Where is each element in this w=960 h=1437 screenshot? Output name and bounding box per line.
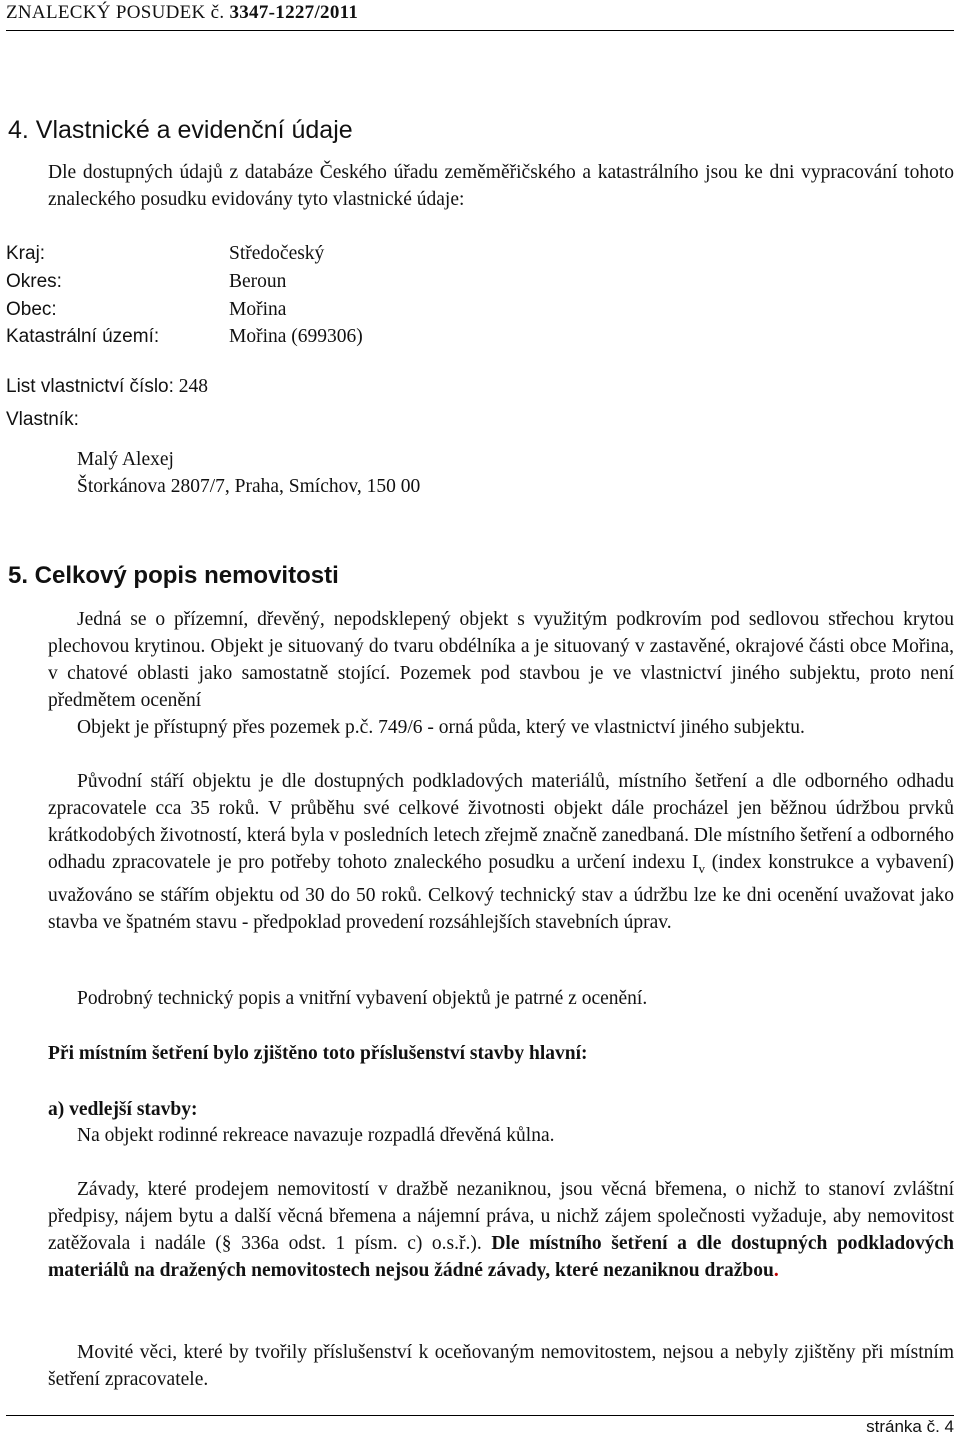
field-value: Mořina xyxy=(229,299,287,320)
movables-paragraph: Movité věci, které by tvořily příslušenství k oceňovaným nemovitostem, nejsou a nebyly zjištěny při místním šetření zpracovatele. xyxy=(48,1342,954,1390)
section4-intro: Dle dostupných údajů z databáze Českého úřadu zeměměřičského a katastrálního jsou ke dni vypracování tohoto znaleckého posudku evidovány tyto vlastnické údaje: xyxy=(48,162,954,210)
field-label: Katastrální území: xyxy=(6,326,160,347)
field-value: Středočeský xyxy=(229,243,325,264)
lv-label: List vlastnictví číslo: xyxy=(6,376,174,397)
lv-line xyxy=(6,373,606,400)
p3-a: Původní stáří objektu je dle dostupných podkladových materiálů, místního šetření a dle odborného odhadu zpracovatele cca 35 roků. xyxy=(48,771,954,819)
page-footer xyxy=(6,1415,954,1436)
field-value: Beroun xyxy=(229,271,287,292)
p1-a: Jedná se o přízemní, dřevěný, nepodsklepený objekt s využitým podkrovím pod sedlovou střechou krytou plechovou krytinou. xyxy=(48,609,954,657)
field-label: Okres: xyxy=(6,271,62,292)
p3-b: V průběhu své celkové životnosti objekt dále procházel jen běžnou údržbou prvků krátkodobých životností, která byla v posledních letech zřejmě značně zanedbaná. xyxy=(48,798,954,846)
side-buildings-text: Na objekt rodinné rekreace navazuje rozpadlá dřevěná kůlna. xyxy=(77,1125,555,1146)
section5-paragraph-1 xyxy=(48,606,954,714)
page-number: stránka č. 4 xyxy=(866,1417,954,1436)
section5-paragraph-2: Objekt je přístupný přes pozemek p.č. 749/6 - orná půda, který ve vlastnictví jiného subjektu. xyxy=(77,717,805,738)
field-label: Kraj: xyxy=(6,243,46,264)
p3-sub: v xyxy=(698,860,705,876)
defects-dot: . xyxy=(773,1260,779,1281)
section4-heading: 4. Vlastnické a evidenční údaje xyxy=(8,116,353,144)
owner-name: Malý Alexej xyxy=(77,449,174,470)
defects-paragraph xyxy=(48,1176,954,1284)
side-buildings-label: a) vedlejší stavby: xyxy=(48,1099,198,1120)
header-title: ZNALECKÝ POSUDEK č. xyxy=(6,2,225,23)
section5-paragraph-3 xyxy=(48,768,954,936)
defects-text: Závady, které prodejem nemovitostí v dražbě nezaniknou, jsou věcná břemena, o nichž to stanoví zvláštní předpisy, nájem bytu a další věcná břemena a nájemní práva, u nichž zájem společnosti vyžaduje, aby nemovitost zatěžovala i nadále (§ 336a odst. 1 písm. c) o.s.ř.). xyxy=(48,1179,954,1254)
page-header xyxy=(6,2,954,31)
p1-b: Objekt je situovaný do tvaru obdélníka a je situovaný v zastavěné, okrajové části obce Mořina, v chatové oblasti jako samostatně stojící. xyxy=(48,636,955,684)
header-number: 3347-1227/2011 xyxy=(229,2,359,23)
section5-paragraph-4: Podrobný technický popis a vnitřní vybavení objektů je patrné z ocenění. xyxy=(77,988,648,1009)
field-label: Obec: xyxy=(6,299,57,320)
p1-c: Pozemek pod stavbou je ve vlastnictví jiného subjektu, proto není předmětem ocenění xyxy=(48,663,954,711)
p3-e: Celkový technický stav a údržbu lze ke dni ocenění uvažovat jako stavba ve špatném stavu - předpoklad provedení rozsáhlejších stavebních úprav. xyxy=(48,884,955,933)
owner-label: Vlastník: xyxy=(6,409,79,430)
p3-c: Dle místního šetření a odborného odhadu zpracovatele je pro potřeby tohoto znaleckého posudku a určení indexu I xyxy=(48,825,955,873)
section5-heading: 5. Celkový popis nemovitosti xyxy=(8,562,339,589)
owner-address: Štorkánova 2807/7, Praha, Smíchov, 150 00 xyxy=(77,476,421,497)
accessory-heading: Při místním šetření bylo zjištěno toto příslušenství stavby hlavní: xyxy=(48,1043,588,1064)
field-value: Mořina (699306) xyxy=(229,326,363,347)
lv-value: 248 xyxy=(178,376,209,397)
p3-d: (index konstrukce a vybavení) uvažováno se stářím objektu od 30 do 50 roků. xyxy=(48,852,954,906)
defects-bold: Dle místního šetření a dle dostupných podkladových materiálů na dražených nemovitostech nejsou žádné závady, které nezaniknou dražbou xyxy=(48,1233,955,1281)
